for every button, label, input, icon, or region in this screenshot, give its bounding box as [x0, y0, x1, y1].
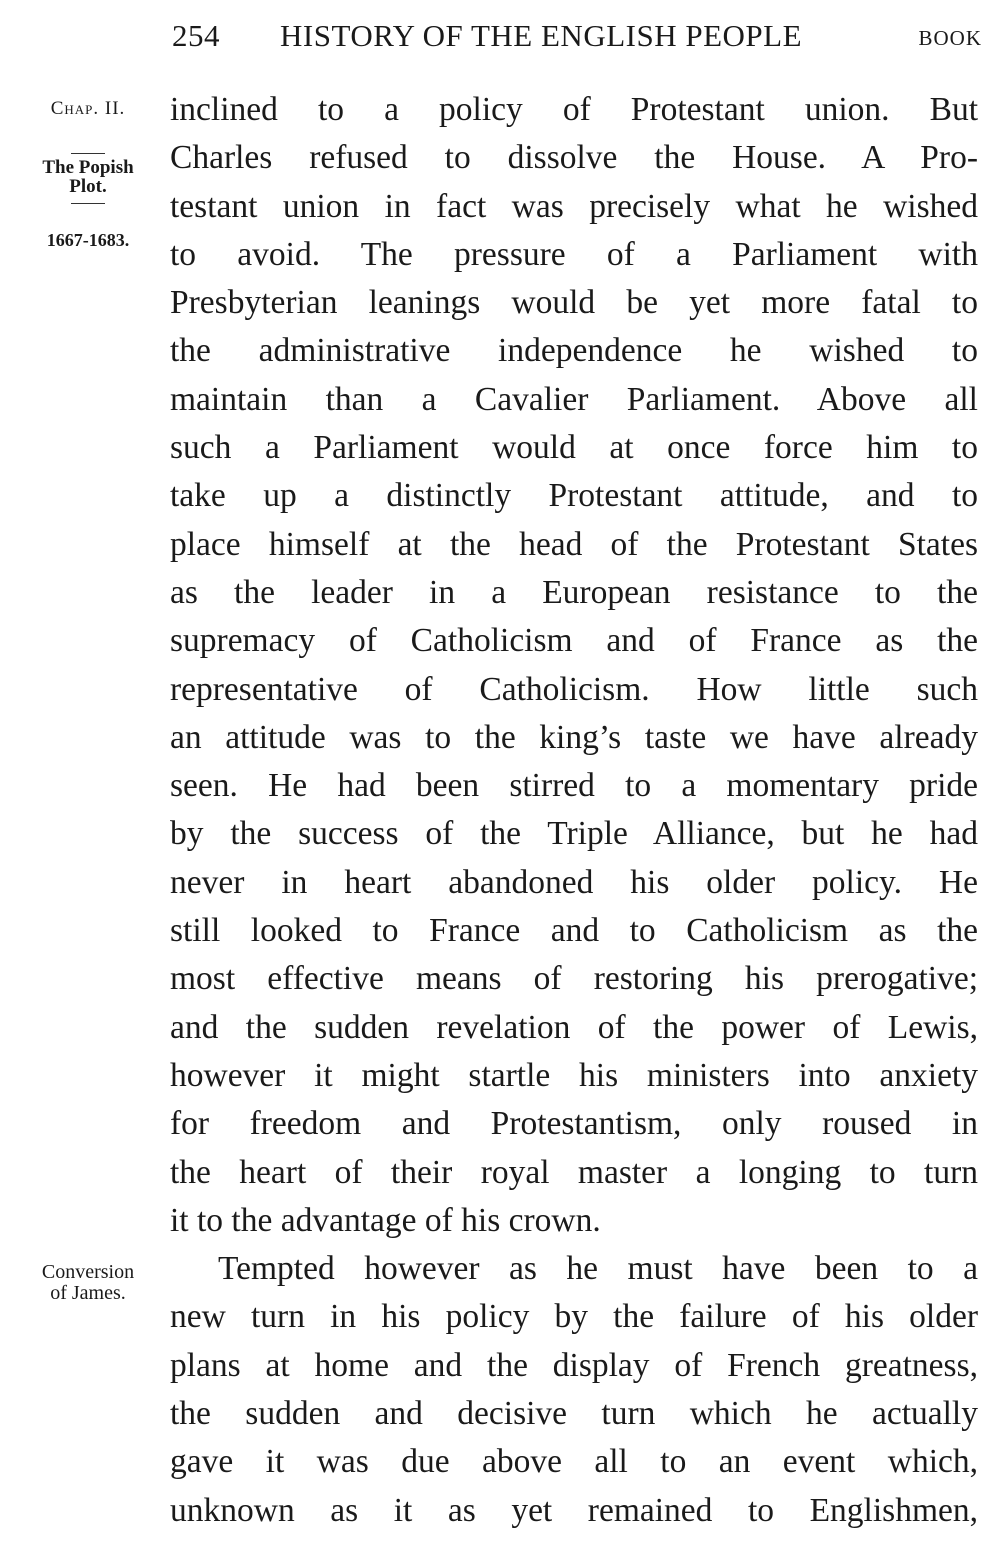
text-line: supremacy of Catholicism and of France as the: [170, 622, 978, 660]
running-title: HISTORY OF THE ENGLISH PEOPLE: [280, 18, 803, 53]
text-line: new turn in his policy by the failure of his older: [170, 1298, 978, 1336]
text-line: plans at home and the display of French greatness,: [170, 1346, 978, 1384]
section-title-line1: The Popish: [42, 157, 134, 178]
text-line: gave it was due above all to an event which,: [170, 1443, 978, 1481]
margin-note-dates: [14, 229, 162, 251]
text-line: and the sudden revelation of the power of Lewis,: [170, 1008, 978, 1046]
text-line: representative of Catholicism. How little such: [170, 670, 978, 708]
text-line: to avoid. The pressure of a Parliament with: [170, 235, 978, 273]
book-label: BOOK: [918, 26, 982, 50]
body-text: [170, 86, 978, 1535]
text-line: take up a distinctly Protestant attitude, and to: [170, 477, 978, 515]
text-line: testant union in fact was precisely what he wished: [170, 187, 978, 225]
text-line: for freedom and Protestantism, only roused in: [170, 1105, 978, 1143]
text-line: it to the advantage of his crown.: [170, 1201, 601, 1239]
text-line: as the leader in a European resistance to the: [170, 573, 978, 611]
date-range: 1667-1683.: [46, 230, 130, 250]
text-line: however it might startle his ministers into anxiety: [170, 1056, 978, 1094]
text-line: inclined to a policy of Protestant union. But: [170, 91, 978, 128]
margin-note-conversion: [14, 1262, 162, 1304]
text-line: unknown as it as yet remained to Englishmen,: [170, 1491, 978, 1529]
text-line: the administrative independence he wished to: [170, 332, 978, 370]
text-line: still looked to France and to Catholicism as the: [170, 912, 978, 950]
text-line: seen. He had been stirred to a momentary pride: [170, 767, 978, 805]
text-line: the heart of their royal master a longing to turn: [170, 1153, 978, 1191]
margin-rule: [71, 203, 105, 204]
margin-note-chapter: [14, 98, 162, 120]
running-header: [172, 14, 982, 58]
text-line: most effective means of restoring his prerogative;: [170, 960, 978, 998]
text-line: such a Parliament would at once force him to: [170, 429, 978, 467]
text-line: the sudden and decisive turn which he actually: [170, 1395, 978, 1433]
text-line: Presbyterian leanings would be yet more fatal to: [170, 284, 978, 322]
conversion-line1: Conversion: [41, 1261, 135, 1283]
text-line: an attitude was to the king’s taste we have already: [170, 718, 978, 756]
margin-note-section: [14, 146, 162, 208]
margin-rule: [71, 153, 105, 154]
section-title-line2: Plot.: [69, 176, 107, 197]
text-line: Charles refused to dissolve the House. A Pro-: [170, 139, 978, 177]
text-line: Tempted however as he must have been to a: [218, 1250, 978, 1288]
conversion-line2: of James.: [50, 1282, 126, 1304]
chapter-label: Chap. II.: [50, 98, 126, 119]
text-line: by the success of the Triple Alliance, but he had: [170, 815, 978, 853]
page-number: 254: [172, 18, 220, 53]
text-line: maintain than a Cavalier Parliament. Above all: [170, 380, 978, 418]
text-line: place himself at the head of the Protestant States: [170, 525, 978, 563]
text-line: never in heart abandoned his older policy. He: [170, 863, 978, 901]
